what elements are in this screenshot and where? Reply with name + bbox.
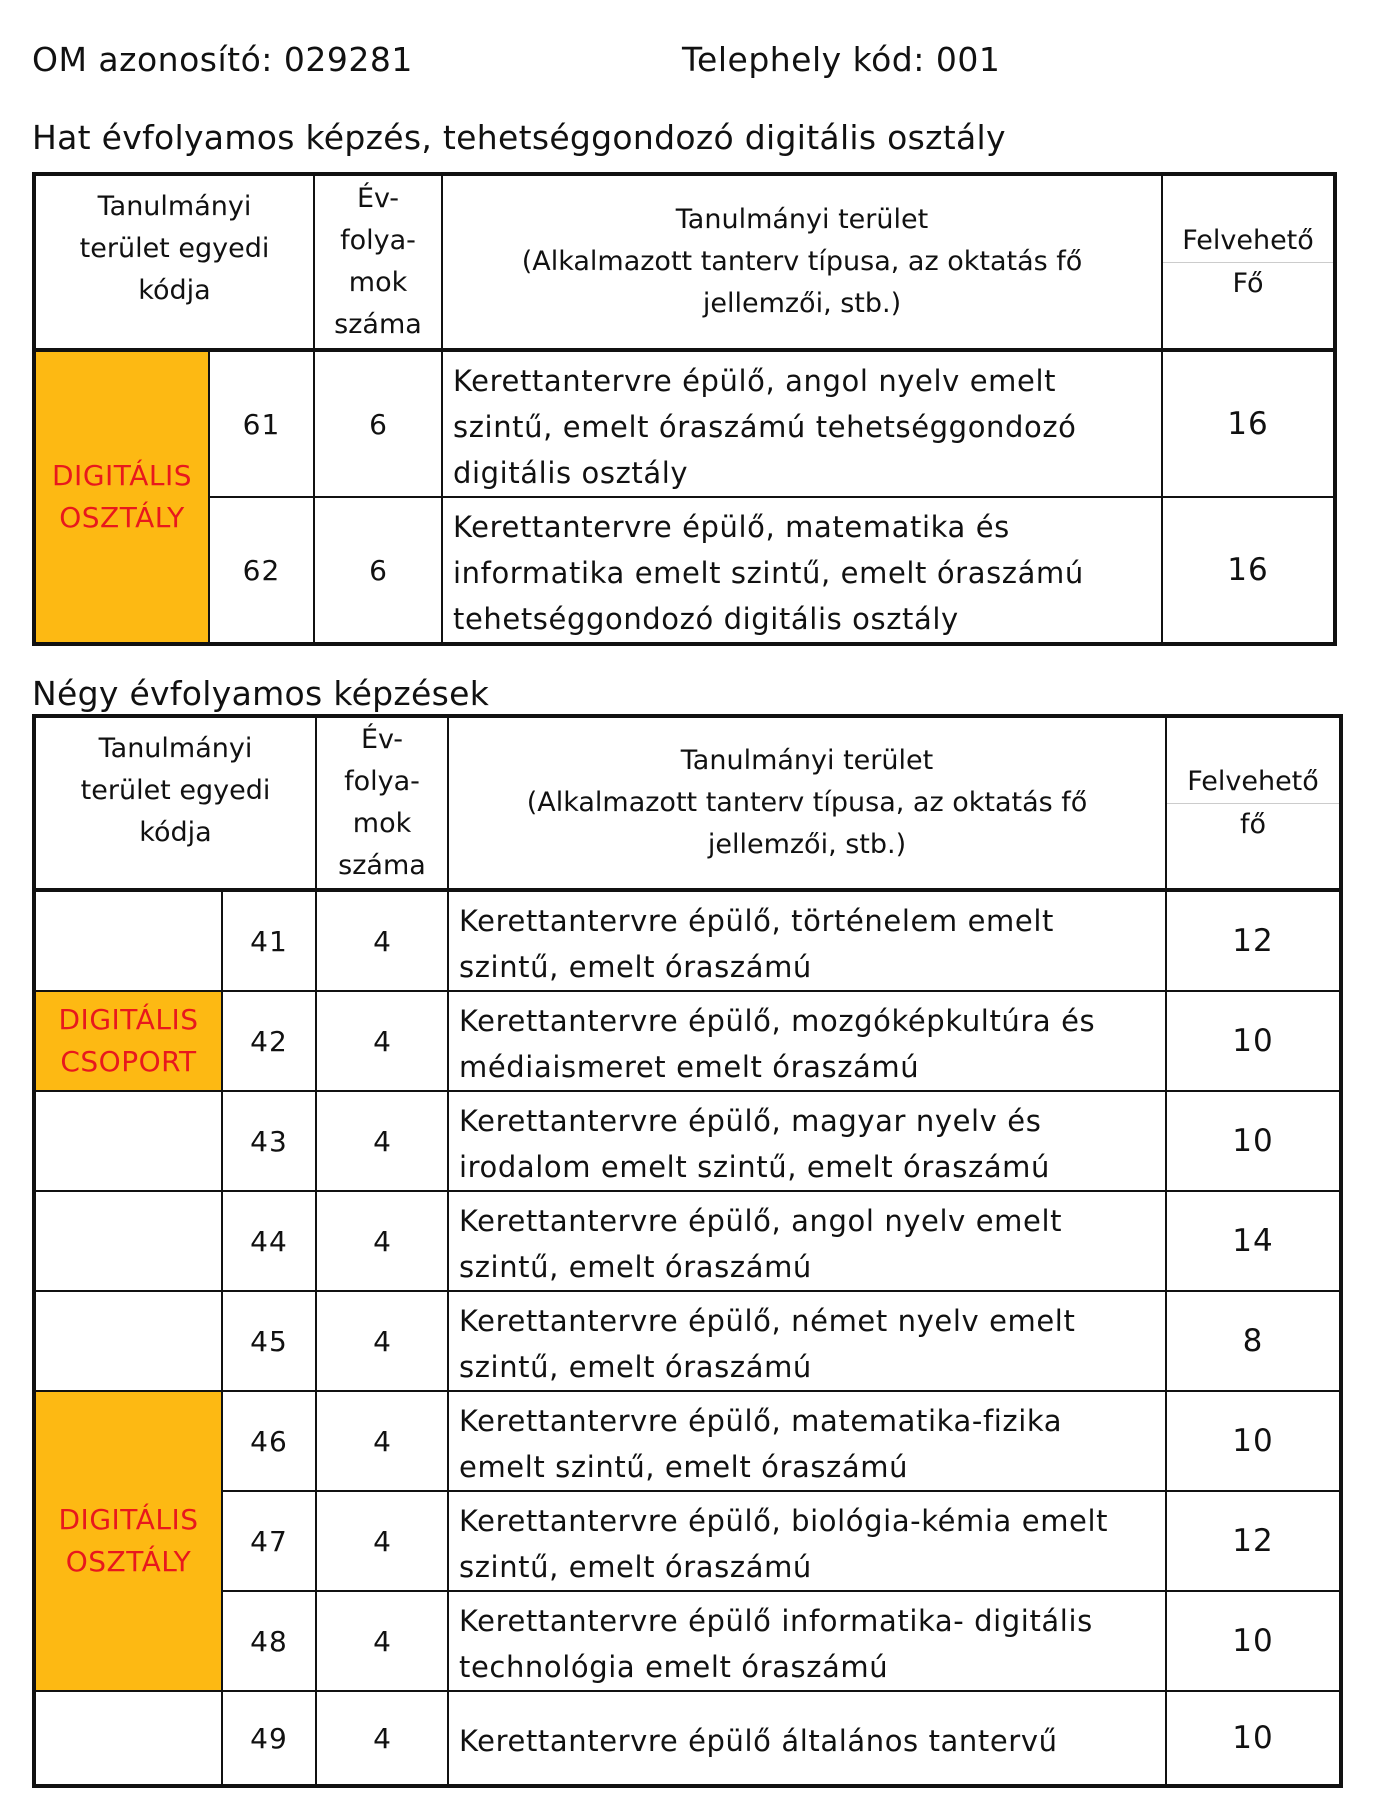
row-count: 16 bbox=[1162, 497, 1335, 644]
row-code: 41 bbox=[222, 890, 316, 991]
table-row bbox=[34, 1591, 1341, 1691]
empty-tag-cell bbox=[34, 1191, 222, 1291]
empty-tag-cell bbox=[34, 1691, 222, 1786]
row-count: 12 bbox=[1166, 1491, 1341, 1591]
row-years: 4 bbox=[316, 890, 448, 991]
row-years: 6 bbox=[314, 350, 442, 497]
table-row bbox=[34, 1691, 1341, 1786]
empty-tag-cell bbox=[34, 1291, 222, 1391]
header-area: Tanulmányi terület (Alkalmazott tanterv típusa, az oktatás fő jellemzői, stb.) bbox=[448, 716, 1166, 890]
row-code: 45 bbox=[222, 1291, 316, 1391]
row-code: 47 bbox=[222, 1491, 316, 1591]
six-year-table bbox=[32, 172, 1337, 646]
row-years: 4 bbox=[316, 1391, 448, 1491]
row-years: 4 bbox=[316, 1291, 448, 1391]
table-row bbox=[34, 890, 1341, 991]
row-years: 6 bbox=[314, 497, 442, 644]
four-year-table bbox=[32, 714, 1343, 1788]
row-count: 10 bbox=[1166, 1091, 1341, 1191]
table-row bbox=[34, 991, 1341, 1091]
row-desc: Kerettantervre épülő, történelem emelt szintű, emelt óraszámú bbox=[448, 890, 1166, 991]
site-code-label: Telephely kód: 001 bbox=[682, 40, 1001, 79]
row-code: 43 bbox=[222, 1091, 316, 1191]
header-area: Tanulmányi terület (Alkalmazott tanterv típusa, az oktatás fő jellemzői, stb.) bbox=[442, 174, 1162, 350]
row-years: 4 bbox=[316, 1191, 448, 1291]
table-row bbox=[34, 1091, 1341, 1191]
table-row bbox=[34, 350, 1335, 497]
row-count: 10 bbox=[1166, 1591, 1341, 1691]
row-desc: Kerettantervre épülő, biológia-kémia emelt szintű, emelt óraszámú bbox=[448, 1491, 1166, 1591]
row-years: 4 bbox=[316, 1491, 448, 1591]
section2-title: Négy évfolyamos képzések bbox=[32, 674, 490, 713]
table-row bbox=[34, 1191, 1341, 1291]
row-count: 10 bbox=[1166, 991, 1341, 1091]
table-row bbox=[34, 1291, 1341, 1391]
row-years: 4 bbox=[316, 1691, 448, 1786]
table-row bbox=[34, 1391, 1341, 1491]
section1-title: Hat évfolyamos képzés, tehetséggondozó digitális osztály bbox=[32, 118, 1006, 157]
header-years: Év- folya- mok száma bbox=[314, 174, 442, 350]
row-desc: Kerettantervre épülő, angol nyelv emelt szintű, emelt óraszámú tehetséggondozó digitális osztály bbox=[442, 350, 1162, 497]
row-count: 14 bbox=[1166, 1191, 1341, 1291]
row-count: 10 bbox=[1166, 1391, 1341, 1491]
row-code: 49 bbox=[222, 1691, 316, 1786]
row-desc: Kerettantervre épülő, matematika-fizika emelt szintű, emelt óraszámú bbox=[448, 1391, 1166, 1491]
row-code: 42 bbox=[222, 991, 316, 1091]
row-count: 10 bbox=[1166, 1691, 1341, 1786]
header-code: Tanulmányi terület egyedi kódja bbox=[34, 174, 314, 350]
row-desc: Kerettantervre épülő, angol nyelv emelt szintű, emelt óraszámú bbox=[448, 1191, 1166, 1291]
row-years: 4 bbox=[316, 1591, 448, 1691]
empty-tag-cell bbox=[34, 1091, 222, 1191]
row-count: 16 bbox=[1162, 350, 1335, 497]
header-admit: Felvehető fő bbox=[1166, 716, 1341, 890]
table-row bbox=[34, 1491, 1341, 1591]
row-desc: Kerettantervre épülő informatika- digitális technológia emelt óraszámú bbox=[448, 1591, 1166, 1691]
header-admit: Felvehető Fő bbox=[1162, 174, 1335, 350]
row-count: 12 bbox=[1166, 890, 1341, 991]
row-code: 44 bbox=[222, 1191, 316, 1291]
row-code: 62 bbox=[209, 497, 314, 644]
row-years: 4 bbox=[316, 991, 448, 1091]
digital-class-tag: DIGITÁLIS OSZTÁLY bbox=[34, 350, 209, 644]
row-code: 48 bbox=[222, 1591, 316, 1691]
row-desc: Kerettantervre épülő általános tantervű bbox=[448, 1691, 1166, 1786]
digital-class-tag: DIGITÁLIS OSZTÁLY bbox=[34, 1391, 222, 1691]
row-code: 46 bbox=[222, 1391, 316, 1491]
row-desc: Kerettantervre épülő, mozgóképkultúra és médiaismeret emelt óraszámú bbox=[448, 991, 1166, 1091]
row-desc: Kerettantervre épülő, matematika és informatika emelt szintű, emelt óraszámú tehetséggondozó digitális osztály bbox=[442, 497, 1162, 644]
row-count: 8 bbox=[1166, 1291, 1341, 1391]
digital-group-tag: DIGITÁLIS CSOPORT bbox=[34, 991, 222, 1091]
om-id-label: OM azonosító: 029281 bbox=[32, 40, 413, 79]
header-code: Tanulmányi terület egyedi kódja bbox=[34, 716, 316, 890]
empty-tag-cell bbox=[34, 890, 222, 991]
row-years: 4 bbox=[316, 1091, 448, 1191]
row-code: 61 bbox=[209, 350, 314, 497]
row-desc: Kerettantervre épülő, német nyelv emelt szintű, emelt óraszámú bbox=[448, 1291, 1166, 1391]
row-desc: Kerettantervre épülő, magyar nyelv és irodalom emelt szintű, emelt óraszámú bbox=[448, 1091, 1166, 1191]
header-years: Év- folya- mok száma bbox=[316, 716, 448, 890]
table-row bbox=[34, 497, 1335, 644]
